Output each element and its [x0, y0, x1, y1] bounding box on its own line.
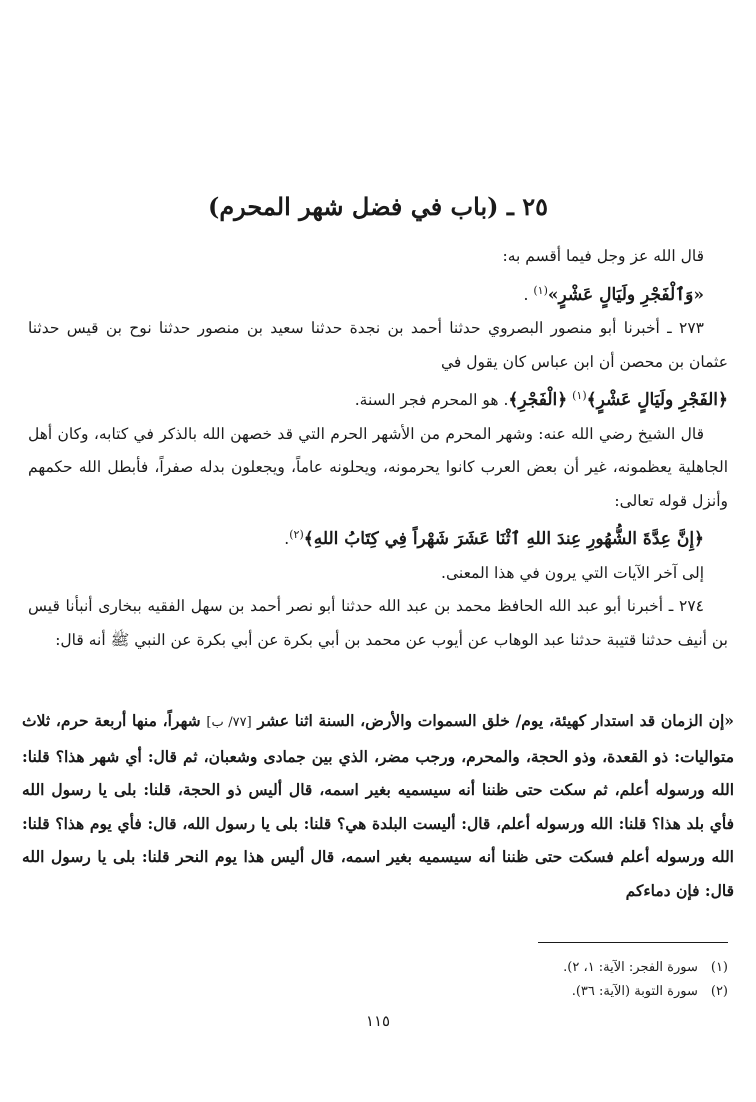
footnote-ref-3: (٢) — [289, 528, 304, 542]
hadith-paragraph — [22, 704, 734, 907]
footnote-item — [28, 956, 728, 980]
verse-3-tail: . — [284, 530, 290, 549]
verse-3-line — [28, 518, 728, 557]
verse-1-line: «وَٱلْفَجْرِ ولَيَالٍ عَشْرٍ»$^{(١)}$ . — [523, 283, 704, 305]
verse-2-line — [28, 379, 728, 418]
footnote-item — [28, 980, 728, 1004]
quran-verse-3: ﴿إِنَّ عِدَّةَ الشُّهُورِ عِندَ اللهِ ٱثْنَا عَشَرَ شَهْراً فِي كِتَابُ اللهِ﴾ — [303, 529, 704, 550]
main-text — [28, 240, 728, 657]
verse-2-tail: . هو المحرم فجر السنة. — [354, 391, 509, 410]
hadith-text — [22, 704, 734, 907]
quran-verse-2b: ﴿الْفَجْرِ﴾ — [508, 390, 568, 411]
footnotes — [28, 956, 728, 1004]
quran-verse-1: «وَٱلْفَجْرِ ولَيَالٍ عَشْرٍ» — [547, 284, 704, 305]
hadith-start: «إن الزمان قد استدار كهيئة، يوم/ خلق السموات والأرض، السنة اثنا عشر — [257, 711, 734, 730]
footnote-ref-1: (١) — [533, 283, 548, 297]
footnote-text: سورة الفجر: الآية: ١، ٢). — [563, 960, 698, 975]
footnote-number: (١) — [710, 960, 728, 975]
footnote-text: سورة التوبة (الآية: ٣٦). — [571, 984, 698, 999]
paragraph-273: ٢٧٣ ـ أخبرنا أبو منصور البصروي حدثنا أحمد بن نجدة حدثنا سعيد بن منصور حدثنا نوح بن قيس حدثنا عثمان بن محصن أن ابن عباس كان يقول في — [28, 319, 728, 371]
quran-verse-2: ﴿الفَجْرِ ولَيَالٍ عَشْرٍ﴾ — [586, 390, 728, 411]
footnote-divider — [538, 942, 728, 943]
chapter-title: ٢٥ ـ (باب في فضل شهر المحرم) — [207, 192, 549, 221]
hadith-rest: شهراً، منها أربعة حرم، ثلاث متواليات: ذو القعدة، وذو الحجة، والمحرم، ورجب مضر، الذي بين جمادى وشعبان، ثم قال: أي شهر هذا؟ قلنا: الله ورسوله أعلم، ثم سكت حتى ظننا أنه سيسميه بغير اسمه، قال أليس ذو الحجة، قلنا: بلى يا رسول الله فأي بلد هذا؟ قلنا: الله ورسوله أعلم، قال: أليست البلدة هي؟ قلنا: بلى يا رسول الله، قال: فأي يوم هذا؟ قلنا: الله ورسوله أعلم فسكت حتى ظننا أنه سيسميه بغير اسمه، قال أليس هذا يوم النحر قلنا: بلى يا رسول الله قال: فإن دماءكم — [22, 711, 734, 900]
intro-line: قال الله عز وجل فيما أقسم به: — [502, 247, 704, 265]
footnote-ref-2: (١) — [572, 389, 587, 403]
manuscript-folio-marker: [٧٧/ ب] — [206, 715, 252, 730]
sheikh-paragraph: قال الشيخ رضي الله عنه: وشهر المحرم من الأشهر الحرم التي قد خصهن الله بالذكر في كتابه، وكان أهل الجاهلية يعظمونه، غير أن بعض العرب كانوا يحرمونه، ويحلونه عاماً، ويجعلون بدله صفراً، فأبطل الله حكمهم وأنزل قوله تعالى: — [28, 424, 728, 510]
to-end-line: إلى آخر الآيات التي يرون في هذا المعنى. — [441, 563, 704, 582]
paragraph-274: ٢٧٤ ـ أخبرنا أبو عبد الله الحافظ محمد بن عبد الله حدثنا أبو نصر أحمد بن سهل الفقيه ببخارى أنبأنا قيس بن أنيف حدثنا قتيبة حدثنا عبد الوهاب عن أيوب عن محمد بن أبي بكرة عن أبي بكرة عن النبي ﷺ أنه قال: — [28, 597, 728, 649]
footnote-number: (٢) — [710, 984, 728, 999]
page-number: ١١٥ — [365, 1012, 391, 1030]
